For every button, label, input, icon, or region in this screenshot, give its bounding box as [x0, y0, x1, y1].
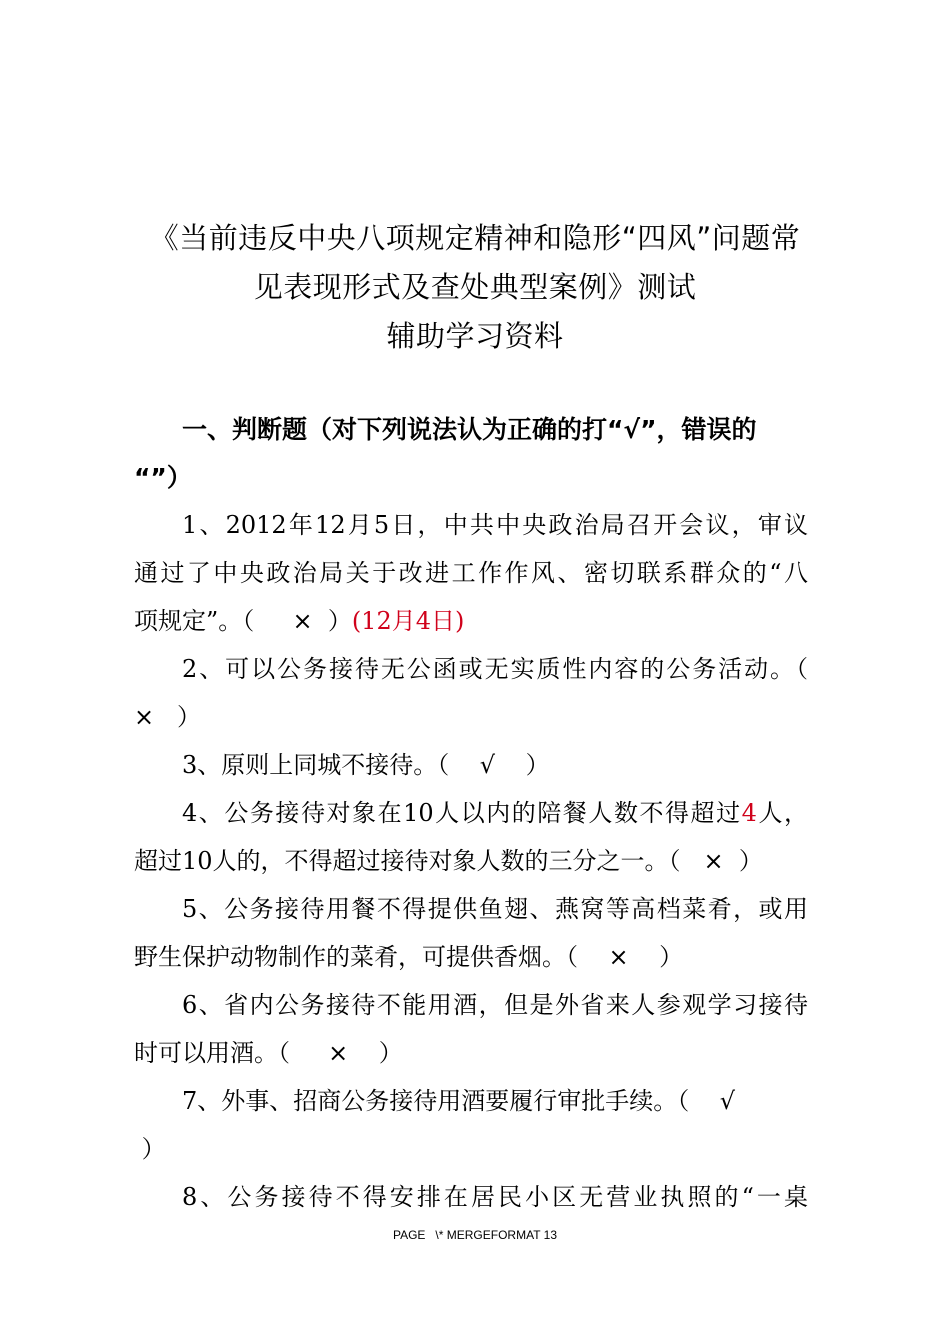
answer-close-paren: ） — [738, 847, 763, 875]
answer-check-icon: √ — [719, 1087, 736, 1115]
question-1-line-2: 通过了中央政治局关于改进工作作风、密切联系群众的“八 — [134, 559, 808, 587]
answer-cross-icon: × — [292, 607, 313, 635]
question-2-line-2 — [134, 694, 824, 741]
question-4-text-c: 超过10人的，不得超过接待对象人数的三分之一。（ — [134, 847, 681, 875]
answer-check-icon: √ — [479, 751, 496, 779]
answer-cross-icon: × — [703, 847, 724, 875]
answer-cross-icon: × — [134, 703, 155, 731]
answer-cross-icon: × — [328, 1039, 349, 1067]
question-1-line-1: 1、2012年12月5日，中共中央政治局召开会议，审议 — [182, 511, 808, 539]
question-5-text: 野生保护动物制作的菜肴，可提供香烟。（ — [134, 943, 578, 971]
question-3-text: 3、原则上同城不接待。（ — [182, 751, 450, 779]
answer-close-paren: ） — [141, 1135, 166, 1163]
question-5-line-2 — [134, 934, 824, 981]
question-4-text-b: 人， — [756, 799, 808, 827]
section-heading-line-2: “”） — [134, 463, 192, 492]
question-3-line-1 — [134, 742, 872, 789]
section-heading-line-1: 一、判断题（对下列说法认为正确的打“√”，错误的 — [182, 415, 757, 444]
question-6-text: 时可以用酒。（ — [134, 1039, 290, 1067]
answer-close-paren: ） — [378, 1039, 403, 1067]
answer-cross-icon: × — [608, 943, 629, 971]
question-7-text: 7、外事、招商公务接待用酒要履行审批手续。（ — [182, 1087, 690, 1115]
question-1-text-end: 项规定”。（ — [134, 607, 255, 635]
correction-note: (12月4日) — [351, 607, 465, 635]
question-4-line-1 — [134, 790, 808, 837]
question-2-line-1: 2、可以公务接待无公函或无实质性内容的公务活动。（ — [182, 655, 808, 683]
question-4-text-a: 4、公务接待对象在10人以内的陪餐人数不得超过 — [182, 799, 742, 827]
question-1-line-3 — [134, 598, 824, 645]
answer-close-paren: ） — [177, 703, 201, 731]
answer-close-paren: ） — [327, 607, 352, 635]
highlight-number: 4 — [741, 799, 757, 827]
question-4-line-2 — [134, 838, 824, 885]
page-footer: PAGE \* MERGEFORMAT 13 — [392, 1228, 558, 1242]
title-line-2: 见表现形式及查处典型案例》测试 — [253, 270, 697, 304]
question-5-line-1: 5、公务接待用餐不得提供鱼翅、燕窝等高档菜肴，或用 — [182, 895, 808, 923]
question-7-line-2 — [134, 1126, 824, 1173]
question-7-line-1 — [134, 1078, 872, 1125]
title-line-1: 《当前违反中央八项规定精神和隐形“四风”问题常 — [149, 221, 801, 255]
answer-close-paren: ） — [525, 751, 550, 779]
answer-close-paren: ） — [659, 943, 684, 971]
question-6-line-2 — [134, 1030, 824, 1077]
question-6-line-1: 6、省内公务接待不能用酒，但是外省来人参观学习接待 — [182, 991, 808, 1019]
title-line-3: 辅助学习资料 — [386, 319, 564, 353]
question-8-line-1: 8、公务接待不得安排在居民小区无营业执照的“一桌 — [182, 1183, 808, 1211]
